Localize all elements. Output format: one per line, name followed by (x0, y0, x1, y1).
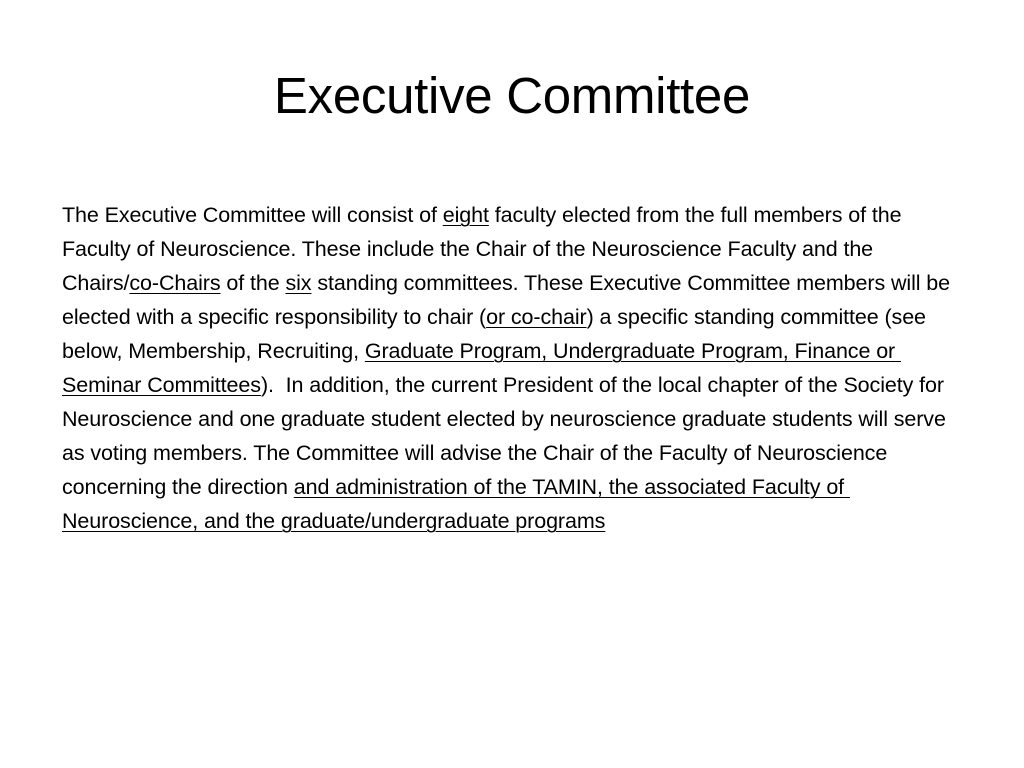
slide-body-paragraph (62, 198, 967, 538)
body-text-segment: The Executive Committee will consist of (62, 203, 443, 227)
body-text-segment: ) a specific standing committee (see below, Membership, Recruiting, (62, 305, 932, 363)
body-text-underlined: and administration of the TAMIN, the associated Faculty of Neuroscience, and the graduate/undergraduate programs (62, 475, 850, 533)
body-text-segment: faculty elected from the full members of the Faculty of Neuroscience. These include the Chair of the Neuroscience Faculty and the Chairs/ (62, 203, 908, 295)
body-text-underlined: six (285, 271, 312, 295)
slide-title: Executive Committee (273, 67, 751, 124)
body-text-underlined: Graduate Program, Undergraduate Program, Finance or Seminar Committees (62, 339, 901, 397)
body-text-underlined: or co-chair (486, 305, 587, 329)
body-text-underlined: eight (442, 203, 489, 227)
body-text-segment: ). In addition, the current President of the local chapter of the Society for Neuroscience and one graduate student elected by neuroscience graduate students will serve as voting members. The Committee will advise the Chair of the Faculty of Neuroscience concerning the direction (62, 373, 952, 499)
body-text-segment: standing committees. These Executive Committee members will be elected with a specific responsibility to chair ( (62, 271, 956, 329)
body-text-segment: of the (220, 271, 286, 295)
body-text-underlined: co-Chairs (129, 271, 221, 295)
